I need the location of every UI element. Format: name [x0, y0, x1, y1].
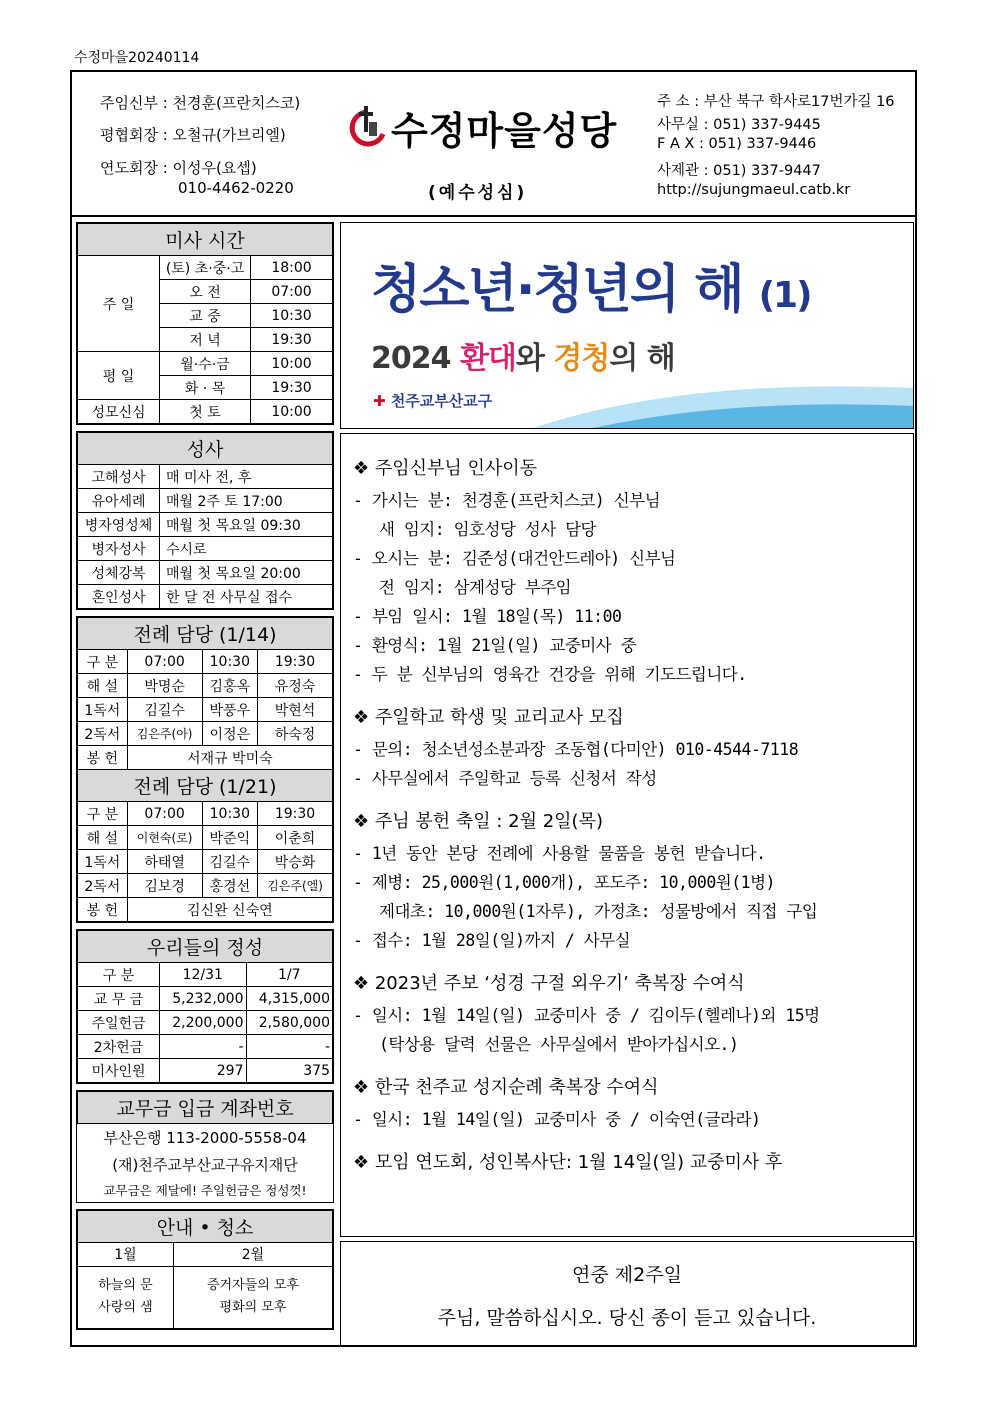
- sacrament-time: 수시로: [160, 537, 333, 561]
- account-title: 교무금 입금 계좌번호: [78, 1092, 333, 1124]
- mass-name: 화 · 목: [160, 376, 251, 400]
- mass-group: 주 일: [78, 256, 160, 352]
- announcement-line: - 가시는 분: 천경훈(프란치스코) 신부님: [353, 491, 661, 510]
- announcement-line: (탁상용 달력 선물은 사무실에서 받아가십시오.): [379, 1035, 739, 1054]
- sacrament-name: 혼인성사: [78, 585, 160, 609]
- liturgy-person: 이현숙(로): [127, 826, 202, 850]
- sunday-verse: 주님, 말씀하십시오. 당신 종이 듣고 있습니다.: [437, 1307, 817, 1329]
- sacrament-name: 병자영성체: [78, 513, 160, 537]
- offering-box: [76, 929, 334, 1084]
- sacrament-name: 성체강복: [78, 561, 160, 585]
- mass-time: 19:30: [251, 328, 333, 352]
- announcement-line: - 환영식: 1월 21일(일) 교중미사 중: [353, 636, 637, 655]
- sacrament-name: 병자성사: [78, 537, 160, 561]
- liturgy-role: 1독서: [78, 698, 128, 722]
- liturgy-head: 구 분: [78, 650, 128, 674]
- liturgy-role: 해 설: [78, 826, 128, 850]
- sunday-title: 연중 제2주일: [572, 1264, 682, 1286]
- announcement-section: [353, 969, 903, 1059]
- announcement-line: - 제병: 25,000원(1,000개), 포도주: 10,000원(1병): [353, 873, 775, 892]
- sunday-box: [340, 1241, 914, 1346]
- diocese-name: 천주교부산교구: [390, 392, 493, 410]
- sacrament-time: 매월 첫 목요일 09:30: [160, 513, 333, 537]
- pastor: 주임신부 : 천경훈(프란치스코): [100, 94, 301, 112]
- announcement-line: - 1년 동안 본당 전례에 사용할 물품을 봉헌 받습니다.: [353, 844, 766, 863]
- offering-head: 1/7: [246, 963, 333, 987]
- liturgy-role: 1독서: [78, 850, 128, 874]
- liturgy-person: 박현석: [258, 698, 333, 722]
- announcement-heading: ❖ 주임신부님 인사이동: [353, 458, 538, 479]
- account-number: 부산은행 113-2000-5558-04: [103, 1129, 307, 1148]
- mass-time: 10:30: [251, 304, 333, 328]
- mass-name: 저 녁: [160, 328, 251, 352]
- liturgy-head: 19:30: [258, 802, 333, 826]
- announcement-heading: ❖ 모임 연도회, 성인복사단: 1월 14일(일) 교중미사 후: [353, 1152, 783, 1173]
- liturgy-role: 봉 헌: [78, 898, 128, 922]
- offering-value: 5,232,000: [160, 987, 247, 1011]
- liturgy-person: 김길수: [202, 850, 258, 874]
- liturgy-role: 봉 헌: [78, 746, 128, 770]
- diocese-logo: [373, 390, 492, 411]
- liturgy-role: 해 설: [78, 674, 128, 698]
- announcement-line: - 문의: 청소년성소분과장 조동협(다미안) 010-4544-7118: [353, 740, 799, 759]
- banner-title-number: (1): [758, 275, 811, 316]
- banner-sub-part: 2024: [371, 341, 460, 376]
- liturgy-head: 구 분: [78, 802, 128, 826]
- mass-name: 오 전: [160, 280, 251, 304]
- fax: F A X : 051) 337-9446: [657, 136, 817, 152]
- sacrament-time: 한 달 전 사무실 접수: [160, 585, 333, 609]
- liturgy-offer: 김신완 신숙연: [127, 898, 332, 922]
- office-phone: 사무실 : 051) 337-9445: [657, 117, 821, 133]
- sacrament-time: 매월 2주 토 17:00: [160, 489, 333, 513]
- cleaning-group: 하늘의 문: [98, 1278, 153, 1293]
- mass-name: 교 중: [160, 304, 251, 328]
- liturgy-head: 19:30: [258, 650, 333, 674]
- liturgy-person: 박풍우: [202, 698, 258, 722]
- liturgy2-title: 전례 담당 (1/21): [78, 770, 333, 802]
- church-name: 수정마을성당: [391, 109, 618, 153]
- announcement-section: [353, 454, 903, 689]
- liturgy-role: 2독서: [78, 874, 128, 898]
- announcement-line: - 부임 일시: 1월 18일(목) 11:00: [353, 607, 622, 626]
- offering-value: 2,580,000: [246, 1011, 333, 1035]
- mass-group: 평 일: [78, 352, 160, 400]
- liturgy-person: 김길수: [127, 698, 202, 722]
- mass-time: 10:00: [251, 400, 333, 424]
- sacraments-box: [76, 431, 334, 610]
- banner-sub-part: 환대: [459, 341, 516, 376]
- mass-group: 성모신심: [78, 400, 160, 424]
- mass-time: 19:30: [251, 376, 333, 400]
- banner-sub-part: 경청: [553, 341, 610, 376]
- liturgy-person: 박준익: [202, 826, 258, 850]
- offering-value: -: [246, 1035, 333, 1059]
- offering-value: -: [160, 1035, 247, 1059]
- offering-label: 미사인원: [78, 1059, 160, 1083]
- mass-times-box: [76, 222, 334, 425]
- liturgy-head: 07:00: [127, 802, 202, 826]
- offering-title: 우리들의 정성: [78, 931, 333, 963]
- liturgy-person: 유정숙: [258, 674, 333, 698]
- announcement-heading: ❖ 2023년 주보 ‘성경 구절 외우기’ 축복장 수여식: [353, 973, 745, 994]
- announcement-line: 제대초: 10,000원(1자루), 가정초: 성물방에서 직접 구입: [379, 902, 818, 921]
- liturgy-person: 하태열: [127, 850, 202, 874]
- liturgy-person: 김보경: [127, 874, 202, 898]
- bulletin-frame: [70, 70, 917, 1347]
- cleaning-title: 안내 • 청소: [78, 1210, 333, 1242]
- liturgy-person: 하숙정: [258, 722, 333, 746]
- announcement-heading: ❖ 한국 천주교 성지순례 축복장 수여식: [353, 1077, 659, 1098]
- announcement-line: - 접수: 1월 28일(일)까지 / 사무실: [353, 931, 631, 950]
- announcement-line: 새 임지: 임호성당 성사 담당: [379, 520, 596, 539]
- account-note: 교무금은 제달에! 주일헌금은 정성껏!: [103, 1182, 307, 1198]
- cleaning-box: [76, 1209, 334, 1330]
- rectory-phone: 사제관 : 051) 337-9447: [657, 163, 821, 179]
- offering-label: 교 무 금: [78, 987, 160, 1011]
- diocese-cross-icon: ✚: [373, 392, 386, 410]
- mass-time: 18:00: [251, 256, 333, 280]
- announcement-section: [353, 807, 903, 955]
- offering-value: 375: [246, 1059, 333, 1083]
- right-column: [340, 222, 915, 1346]
- yeondo-chair: 연도회장 : 이성우(요셉): [100, 159, 257, 177]
- liturgy-person: 이정은: [202, 722, 258, 746]
- file-label: 수정마을20240114: [74, 50, 200, 66]
- liturgy-person: 이춘희: [258, 826, 333, 850]
- announcement-heading: ❖ 주님 봉헌 축일 : 2월 2일(목): [353, 811, 603, 832]
- announcement-line: - 일시: 1월 14일(일) 교중미사 중 / 이숙연(글라라): [353, 1110, 761, 1129]
- sacraments-title: 성사: [78, 433, 333, 465]
- sacrament-time: 매월 첫 목요일 20:00: [160, 561, 333, 585]
- sacrament-name: 고해성사: [78, 465, 160, 489]
- announcement-line: - 두 분 신부님의 영육간 건강을 위해 기도드립니다.: [353, 665, 747, 684]
- cleaning-group: 평화의 모후: [219, 1300, 287, 1315]
- header: [72, 72, 915, 217]
- liturgy-head: 10:30: [202, 802, 258, 826]
- church-logo-icon: [347, 104, 389, 148]
- liturgy-box: [76, 616, 334, 923]
- mass-name: (토) 초·중·고: [160, 256, 251, 280]
- liturgy1-title: 전례 담당 (1/14): [78, 618, 333, 650]
- website-link[interactable]: http://sujungmaeul.catb.kr: [657, 182, 851, 198]
- banner-sub-part: 와: [515, 341, 554, 376]
- cleaning-month: 1월: [78, 1242, 174, 1266]
- left-column: [76, 222, 334, 1336]
- liturgy-head: 10:30: [202, 650, 258, 674]
- liturgy-person: 홍경선: [202, 874, 258, 898]
- sacrament-time: 매 미사 전, 후: [160, 465, 333, 489]
- liturgy-person: 김은주(엘): [258, 874, 333, 898]
- announcement-section: [353, 1148, 903, 1174]
- liturgy-person: 김홍옥: [202, 674, 258, 698]
- council-chair: 평협회장 : 오철규(가브리엘): [100, 126, 286, 144]
- mass-name: 월·수·금: [160, 352, 251, 376]
- mass-title: 미사 시간: [78, 224, 333, 256]
- cleaning-month: 2월: [173, 1242, 332, 1266]
- cleaning-group-jan: [78, 1266, 174, 1328]
- offering-value: 4,315,000: [246, 987, 333, 1011]
- address: 주 소 : 부산 북구 학사로17번가길 16: [657, 94, 895, 110]
- mass-time: 07:00: [251, 280, 333, 304]
- liturgy-role: 2독서: [78, 722, 128, 746]
- wave-icon: [533, 368, 913, 428]
- liturgy-person: 김은주(아): [127, 722, 202, 746]
- youth-year-banner: [340, 222, 914, 429]
- mass-name: 첫 토: [160, 400, 251, 424]
- announcement-line: 전 임지: 삼계성당 부주임: [379, 578, 572, 597]
- announcement-line: - 오시는 분: 김준성(대건안드레아) 신부님: [353, 549, 676, 568]
- offering-head: 12/31: [160, 963, 247, 987]
- church-logo: [347, 98, 647, 158]
- account-holder: (재)천주교부산교구유지재단: [112, 1156, 298, 1174]
- offering-label: 2차헌금: [78, 1035, 160, 1059]
- announcements: [340, 433, 914, 1237]
- announcement-line: - 일시: 1월 14일(일) 교중미사 중 / 김이두(헬레나)외 15명: [353, 1006, 820, 1025]
- yeondo-phone: 010-4462-0220: [178, 179, 294, 197]
- cleaning-group-feb: [173, 1266, 332, 1328]
- announcement-heading: ❖ 주일학교 학생 및 교리교사 모집: [353, 707, 624, 728]
- cleaning-group: 사랑의 샘: [98, 1300, 153, 1315]
- offering-head: 구 분: [78, 963, 160, 987]
- announcement-line: - 사무실에서 주일학교 등록 신청서 작성: [353, 769, 657, 788]
- liturgy-offer: 서재규 박미숙: [127, 746, 332, 770]
- offering-label: 주일헌금: [78, 1011, 160, 1035]
- offering-value: 297: [160, 1059, 247, 1083]
- announcement-section: [353, 1073, 903, 1134]
- account-box: [76, 1090, 334, 1203]
- banner-title: [371, 247, 811, 322]
- announcement-section: [353, 703, 903, 793]
- liturgy-head: 07:00: [127, 650, 202, 674]
- banner-title-text: 청소년·청년의 해: [371, 260, 743, 320]
- motto: (예수성심): [428, 183, 528, 203]
- offering-value: 2,200,000: [160, 1011, 247, 1035]
- mass-time: 10:00: [251, 352, 333, 376]
- sacrament-name: 유아세례: [78, 489, 160, 513]
- banner-sub-part: 의 해: [609, 341, 675, 376]
- liturgy-person: 박명순: [127, 674, 202, 698]
- cleaning-group: 증거자들의 모후: [206, 1278, 300, 1293]
- liturgy-person: 박승화: [258, 850, 333, 874]
